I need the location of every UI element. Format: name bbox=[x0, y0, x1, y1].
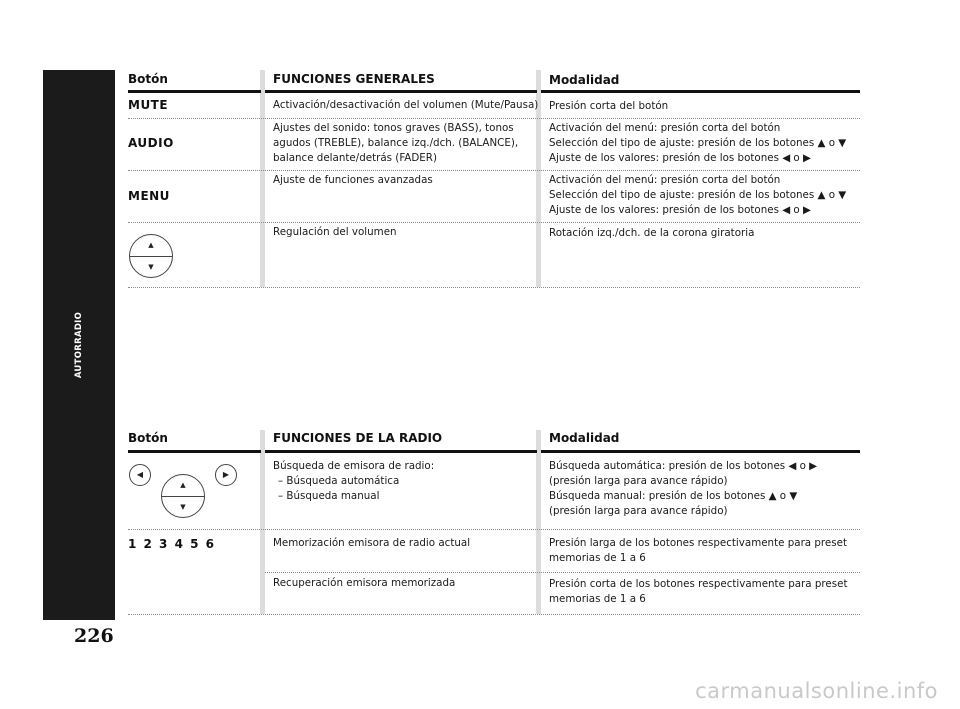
header-rule bbox=[265, 450, 537, 453]
mode-text: Presión corta del botón bbox=[549, 100, 669, 112]
header-rule bbox=[128, 90, 261, 93]
mode-text: Activación del menú: presión corta del botón Selección del tipo de ajuste: presión de los botones ▲ o ▼ Ajuste de los valores: presión de los botones ◀ o ▶ bbox=[549, 122, 847, 164]
function-text: Ajustes del sonido: tonos graves (BASS), tonos agudos (TREBLE), balance izq./dch. (BALANCE), balance delante/detrás (FADER) bbox=[273, 122, 519, 164]
function-text: Activación/desactivación del volumen (Mute/Pausa) bbox=[273, 99, 539, 111]
arrow-left-icon: ◀ bbox=[136, 470, 144, 479]
header-button: Botón bbox=[128, 72, 168, 86]
row-divider bbox=[128, 118, 860, 119]
header-button: Botón bbox=[128, 431, 168, 445]
button-menu: MENU bbox=[128, 189, 170, 203]
row-divider bbox=[265, 572, 860, 573]
arrow-up-icon: ▲ bbox=[180, 481, 186, 489]
column-divider bbox=[260, 430, 265, 614]
header-mode: Modalidad bbox=[549, 431, 620, 445]
header-rule bbox=[265, 90, 537, 93]
header-rule bbox=[541, 90, 860, 93]
header-rule bbox=[128, 450, 261, 453]
mode-text: Presión larga de los botones respectivamente para preset memorias de 1 a 6 bbox=[549, 537, 848, 564]
header-functions: FUNCIONES DE LA RADIO bbox=[273, 431, 443, 445]
column-divider bbox=[536, 430, 541, 614]
row-divider bbox=[128, 222, 860, 223]
preset-buttons: 1 2 3 4 5 6 bbox=[128, 537, 216, 551]
mode-text: Activación del menú: presión corta del botón Selección del tipo de ajuste: presión de los botones ▲ o ▼ Ajuste de los valores: presión de los botones ◀ o ▶ bbox=[549, 174, 847, 216]
function-text: Memorización emisora de radio actual bbox=[273, 537, 471, 549]
arrow-down-icon: ▼ bbox=[180, 503, 186, 511]
column-divider bbox=[260, 70, 265, 287]
function-text: Recuperación emisora memorizada bbox=[273, 577, 456, 589]
chapter-label: AUTORRADIO bbox=[74, 311, 84, 379]
row-divider bbox=[128, 614, 860, 615]
header-rule bbox=[541, 450, 860, 453]
header-mode: Modalidad bbox=[549, 73, 620, 87]
mode-text: Presión corta de los botones respectivamente para preset memorias de 1 a 6 bbox=[549, 578, 848, 605]
mode-text: Rotación izq./dch. de la corona giratoria bbox=[549, 227, 755, 239]
page-number: 226 bbox=[74, 625, 114, 647]
button-mute: MUTE bbox=[128, 98, 169, 112]
arrow-down-icon: ▼ bbox=[148, 263, 154, 271]
seek-left-button-icon bbox=[129, 464, 151, 486]
tuning-knob-icon bbox=[161, 474, 205, 518]
row-divider bbox=[128, 170, 860, 171]
row-divider bbox=[128, 287, 860, 288]
seek-right-button-icon bbox=[215, 464, 237, 486]
button-audio: AUDIO bbox=[128, 136, 174, 150]
header-functions: FUNCIONES GENERALES bbox=[273, 72, 435, 86]
row-divider bbox=[128, 529, 860, 530]
arrow-right-icon: ▶ bbox=[222, 470, 230, 479]
mode-text: Búsqueda automática: presión de los botones ◀ o ▶ (presión larga para avance rápido) Búsqueda manual: presión de los botones ▲ o ▼ (presión larga para avance rápido) bbox=[549, 460, 818, 517]
watermark: carmanualsonline.info bbox=[695, 679, 938, 703]
function-text: Búsqueda de emisora de radio: – Búsqueda automática – Búsqueda manual bbox=[273, 460, 435, 502]
arrow-up-icon: ▲ bbox=[148, 241, 154, 249]
function-text: Regulación del volumen bbox=[273, 226, 397, 238]
function-text: Ajuste de funciones avanzadas bbox=[273, 174, 433, 186]
volume-knob-icon bbox=[129, 234, 173, 278]
